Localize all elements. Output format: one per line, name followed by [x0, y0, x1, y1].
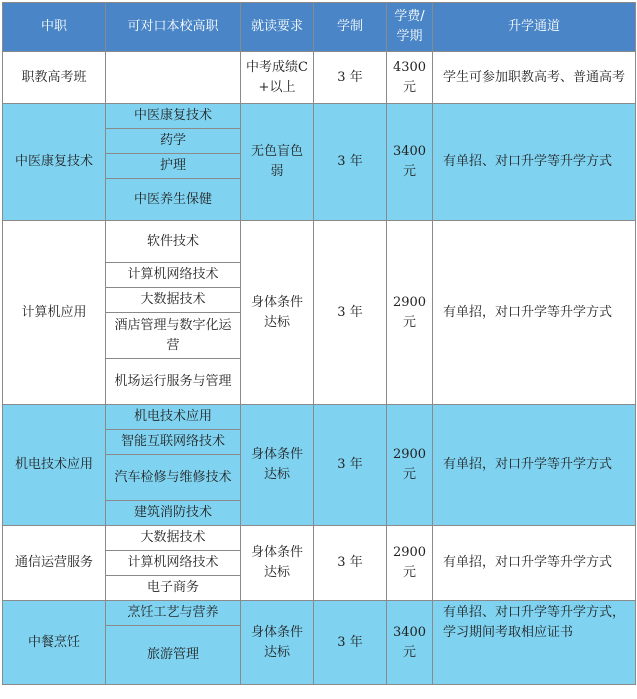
major-cell: 中医养生保健 [106, 179, 241, 221]
fee-cell: 4300元 [387, 52, 433, 104]
major-cell: 大数据技术 [106, 288, 241, 313]
progression-cell: 有单招，对口升学等升学方式 [433, 526, 636, 601]
program-name: 职教高考班 [3, 52, 106, 104]
requirement-cell: 身体条件达标 [241, 405, 314, 526]
major-cell: 中医康复技术 [106, 104, 241, 129]
progression-cell: 有单招，对口升学等升学方式 [433, 405, 636, 526]
major-cell: 机电技术应用 [106, 405, 241, 430]
header-requirement: 就读要求 [241, 3, 314, 52]
table-row [3, 601, 636, 626]
header-secondary: 中职 [3, 3, 106, 52]
header-fee: 学费/学期 [387, 3, 433, 52]
header-duration: 学制 [314, 3, 387, 52]
header-progression: 升学通道 [433, 3, 636, 52]
program-name: 通信运营服务 [3, 526, 106, 601]
table-row [3, 526, 636, 551]
progression-cell: 有单招、对口升学等升学方式 [433, 104, 636, 221]
requirement-cell: 身体条件达标 [241, 221, 314, 405]
progression-cell: 有单招，对口升学等升学方式 [433, 221, 636, 405]
major-cell [106, 52, 241, 104]
major-cell: 旅游管理 [106, 626, 241, 685]
major-cell: 烹饪工艺与营养 [106, 601, 241, 626]
table-row [3, 104, 636, 129]
requirement-cell: 无色盲色弱 [241, 104, 314, 221]
fee-cell: 2900元 [387, 526, 433, 601]
progression-cell: 学生可参加职教高考、普通高考 [433, 52, 636, 104]
fee-cell: 3400元 [387, 104, 433, 221]
program-name: 机电技术应用 [3, 405, 106, 526]
requirement-cell: 身体条件达标 [241, 526, 314, 601]
fee-cell: 3400元 [387, 601, 433, 685]
duration-cell: 3 年 [314, 405, 387, 526]
header-row [3, 3, 636, 52]
programs-table [2, 2, 636, 685]
duration-cell: 3 年 [314, 221, 387, 405]
progression-cell: 有单招、对口升学等升学方式，学习期间考取相应证书 [433, 601, 636, 685]
major-cell: 电子商务 [106, 576, 241, 601]
requirement-cell: 身体条件达标 [241, 601, 314, 685]
duration-cell: 3 年 [314, 526, 387, 601]
major-cell: 酒店管理与数字化运营 [106, 313, 241, 359]
program-name: 中医康复技术 [3, 104, 106, 221]
duration-cell: 3 年 [314, 52, 387, 104]
table-row [3, 221, 636, 263]
major-cell: 护理 [106, 154, 241, 179]
table-row [3, 52, 636, 104]
requirement-cell: 中考成绩C+以上 [241, 52, 314, 104]
major-cell: 药学 [106, 129, 241, 154]
duration-cell: 3 年 [314, 601, 387, 685]
major-cell: 大数据技术 [106, 526, 241, 551]
major-cell: 建筑消防技术 [106, 501, 241, 526]
major-cell: 汽车检修与维修技术 [106, 455, 241, 501]
major-cell: 计算机网络技术 [106, 551, 241, 576]
major-cell: 机场运行服务与管理 [106, 359, 241, 405]
duration-cell: 3 年 [314, 104, 387, 221]
table-row [3, 405, 636, 430]
fee-cell: 2900元 [387, 221, 433, 405]
program-name: 计算机应用 [3, 221, 106, 405]
fee-cell: 2900元 [387, 405, 433, 526]
major-cell: 软件技术 [106, 221, 241, 263]
program-name: 中餐烹饪 [3, 601, 106, 685]
major-cell: 智能互联网络技术 [106, 430, 241, 455]
header-higher-vocational: 可对口本校高职 [106, 3, 241, 52]
major-cell: 计算机网络技术 [106, 263, 241, 288]
